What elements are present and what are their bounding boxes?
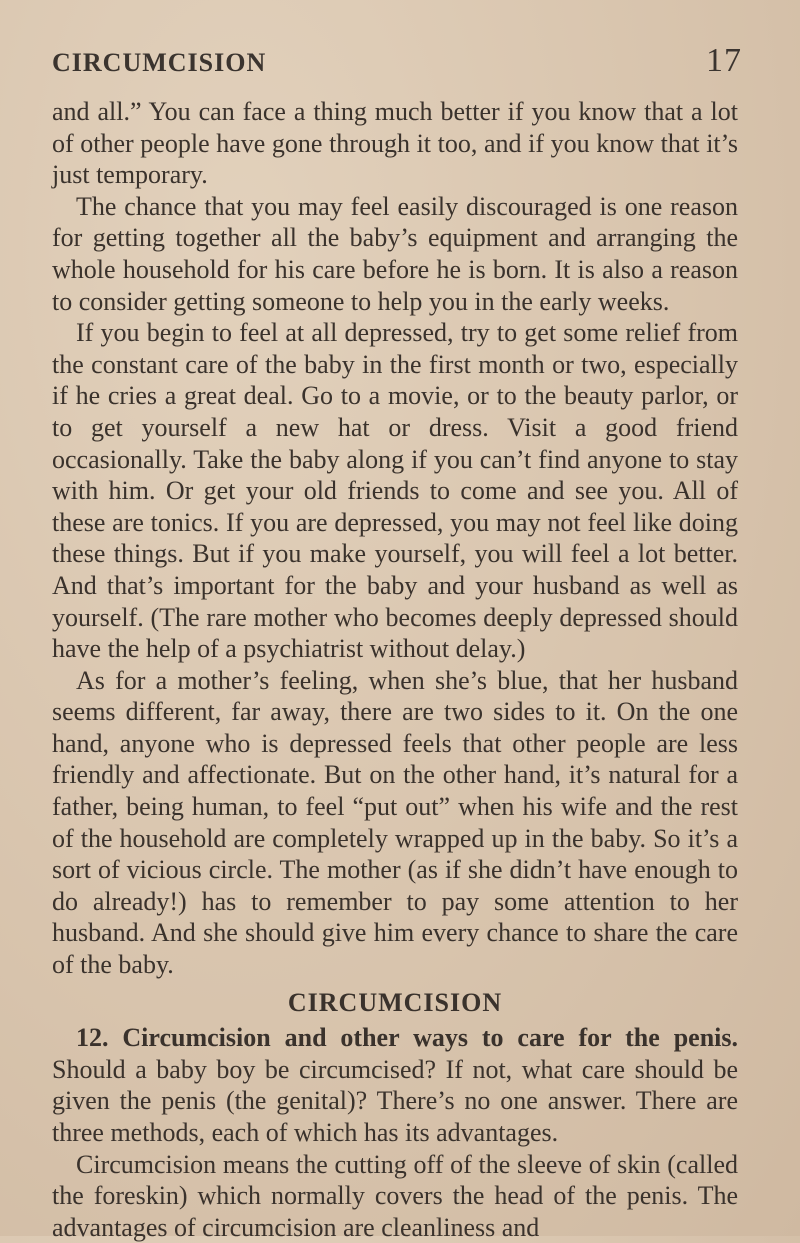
page-number: 17	[706, 42, 742, 79]
item-12-text: Should a baby boy be circumcised? If not, what care should be given the penis (the genital)? There’s no one answer. There are three methods, each of which has its advantages.	[52, 1054, 738, 1147]
section-heading-text: CIRCUMCISION	[287, 987, 503, 1017]
section-heading	[52, 987, 738, 1019]
paragraph-depressed: If you begin to feel at all depressed, try to get some relief from the constant care of the baby in the first month or two, especially if he cries a great deal. Go to a movie, or to the beauty parlor, or to get yourself a new hat or dress. Visit a good friend occasionally. Take the baby along if you can’t find anyone to stay with him. Or get your old friends to come and see you. All of these are tonics. If you are depressed, you may not feel like doing these things. But if you make yourself, you will feel a lot better. And that’s important for the baby and your husband as well as yourself. (The rare mother who becomes deeply depressed should have the help of a psychiatrist without delay.)	[52, 318, 738, 664]
running-header	[52, 42, 742, 82]
paragraph-discouraged: The chance that you may feel easily discouraged is one reason for getting together all the baby’s equipment and arranging the whole household for his care before he is born. It is also a reason to consider getting someone to help you in the early weeks.	[52, 191, 738, 316]
paragraph-item-12	[52, 1022, 738, 1148]
running-title: CIRCUMCISION	[52, 48, 267, 77]
paragraph-continuation: and all.” You can face a thing much better if you know that a lot of other people have gone through it too, and if you know that it’s just temporary.	[52, 97, 738, 190]
paragraph-circumcision-definition: Circumcision means the cutting off of the sleeve of skin (called the foreskin) which normally covers the head of the penis. The advantages of circumcision are cleanliness and	[52, 1149, 738, 1242]
item-12-lead: 12. Circumcision and other ways to care for the penis.	[76, 1023, 738, 1053]
body-text	[52, 96, 738, 1243]
paragraph-husband: As for a mother’s feeling, when she’s blue, that her husband seems different, far away, there are two sides to it. On the one hand, anyone who is depressed feels that other people are less friendly and affectionate. But on the other hand, it’s natural for a father, being human, to feel “put out” when his wife and the rest of the household are completely wrapped up in the baby. So it’s a sort of vicious circle. The mother (as if she didn’t have enough to do already!) has to remember to pay some attention to her husband. And she should give him every chance to share the care of the baby.	[52, 665, 738, 980]
